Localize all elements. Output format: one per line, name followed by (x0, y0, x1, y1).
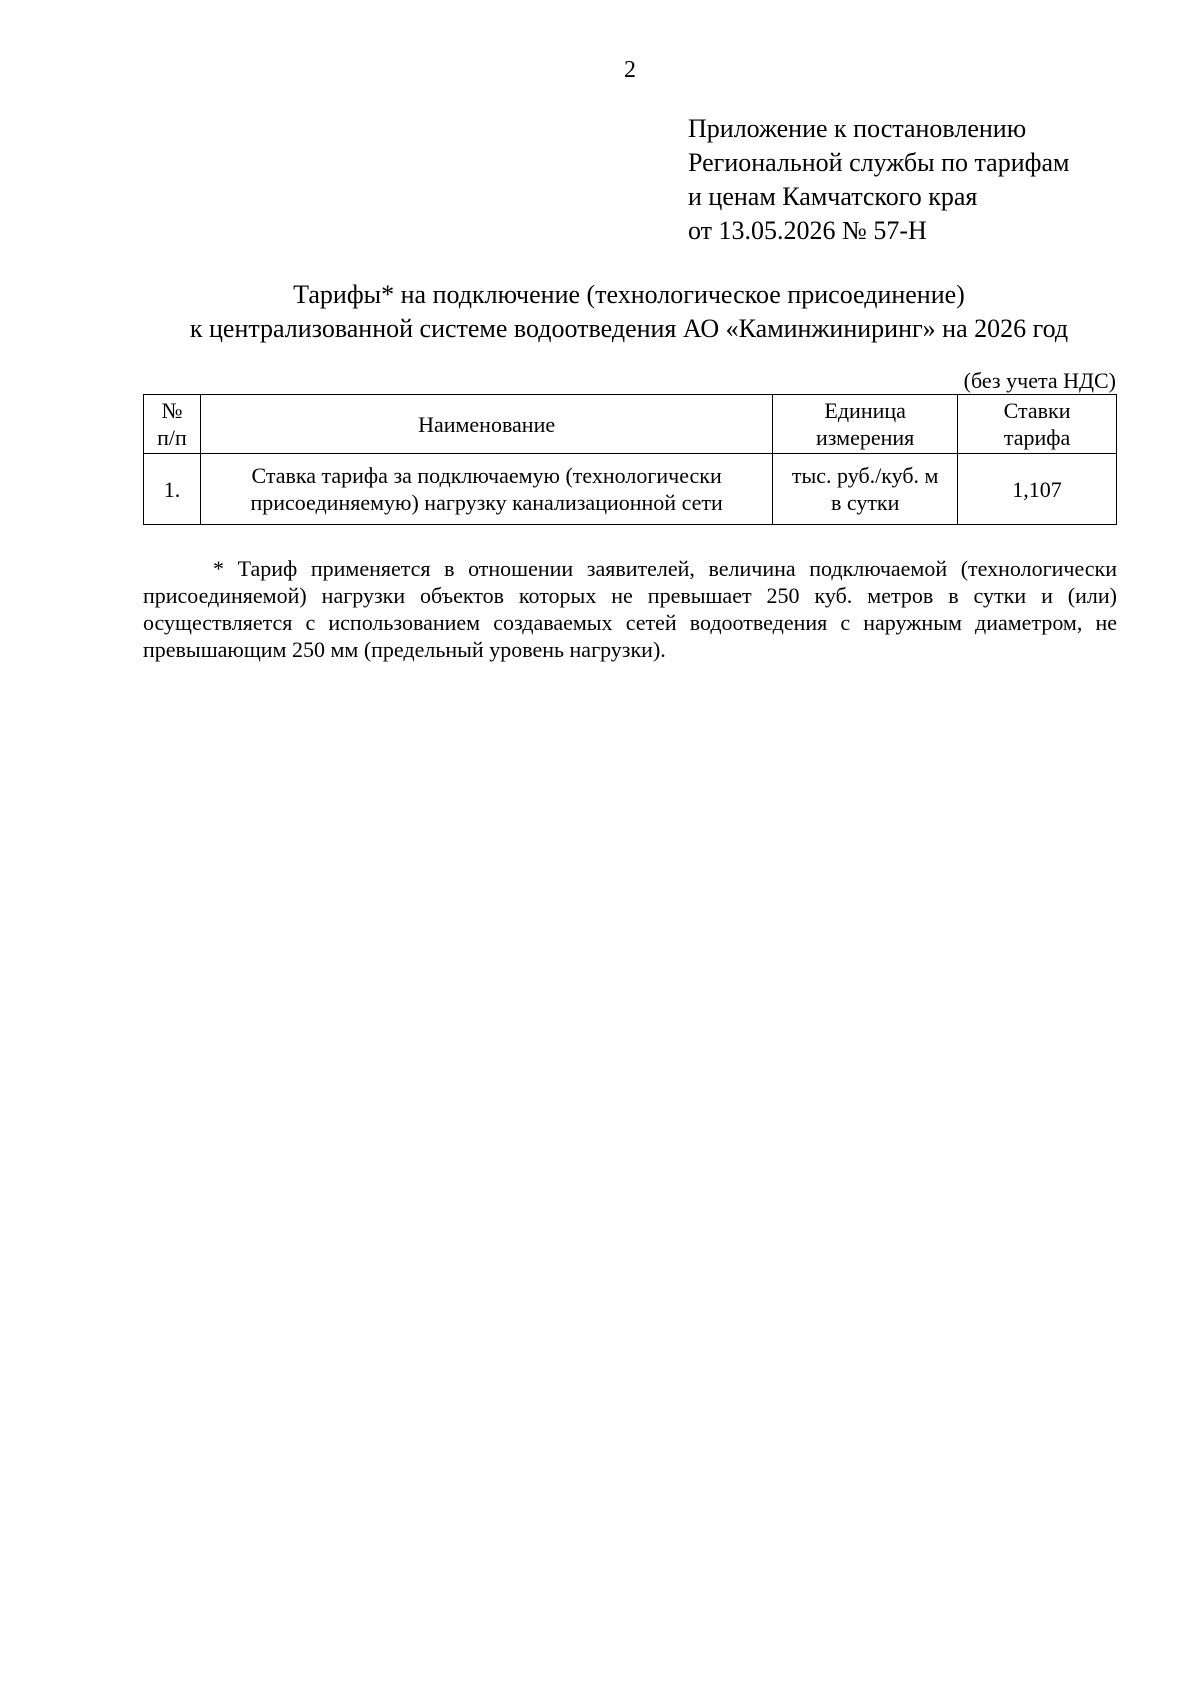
header-name-line: Наименование (418, 411, 556, 437)
cell-rate: 1,107 (958, 454, 1117, 525)
header-number-line: п/п (157, 425, 187, 450)
cell-unit-line: тыс. руб./куб. м (791, 463, 939, 488)
annex-line: Приложение к постановлению (688, 114, 1027, 143)
header-unit (773, 395, 958, 454)
annex-line: Региональной службы по тарифам (688, 148, 1070, 177)
header-unit-line: измерения (816, 425, 915, 450)
page-number: 2 (624, 57, 636, 83)
header-name (200, 395, 772, 454)
vat-note: (без учета НДС) (963, 368, 1116, 393)
cell-name (200, 454, 772, 525)
cell-name-line: Ставка тарифа за подключаемую (технологически (251, 463, 722, 488)
title-line: Тарифы* на подключение (технологическое присоединение) (293, 280, 965, 309)
cell-number: 1. (144, 454, 201, 525)
document-title (100, 278, 1158, 346)
header-number-line: № (161, 398, 183, 423)
cell-unit (773, 454, 958, 525)
annex-header (688, 112, 1148, 248)
cell-unit-line: в сутки (830, 490, 900, 515)
table-row (144, 454, 1117, 525)
annex-line: от 13.05.2026 № 57-Н (688, 216, 927, 245)
header-rate-line: тарифа (1003, 425, 1071, 450)
tariff-table (143, 394, 1117, 525)
header-rate-line: Ставки (1003, 398, 1071, 423)
header-number (144, 395, 201, 454)
table-header-row (144, 395, 1117, 454)
annex-line: и ценам Камчатского края (688, 182, 978, 211)
header-rate (958, 395, 1117, 454)
header-unit-line: Единица (824, 398, 906, 423)
footnote: * Тариф применяется в отношении заявителей, величина подключаемой (технологически присоединяемой) нагрузки объектов которых не превышает 250 куб. метров в сутки и (или) осуществляется с использованием создаваемых сетей водоотведения с наружным диаметром, не превышающим 250 мм (предельный уровень нагрузки). (143, 556, 1117, 662)
cell-name-line: присоединяемую) нагрузку канализационной сети (250, 490, 723, 515)
title-line: к централизованной системе водоотведения АО «Каминжиниринг» на 2026 год (189, 314, 1069, 343)
